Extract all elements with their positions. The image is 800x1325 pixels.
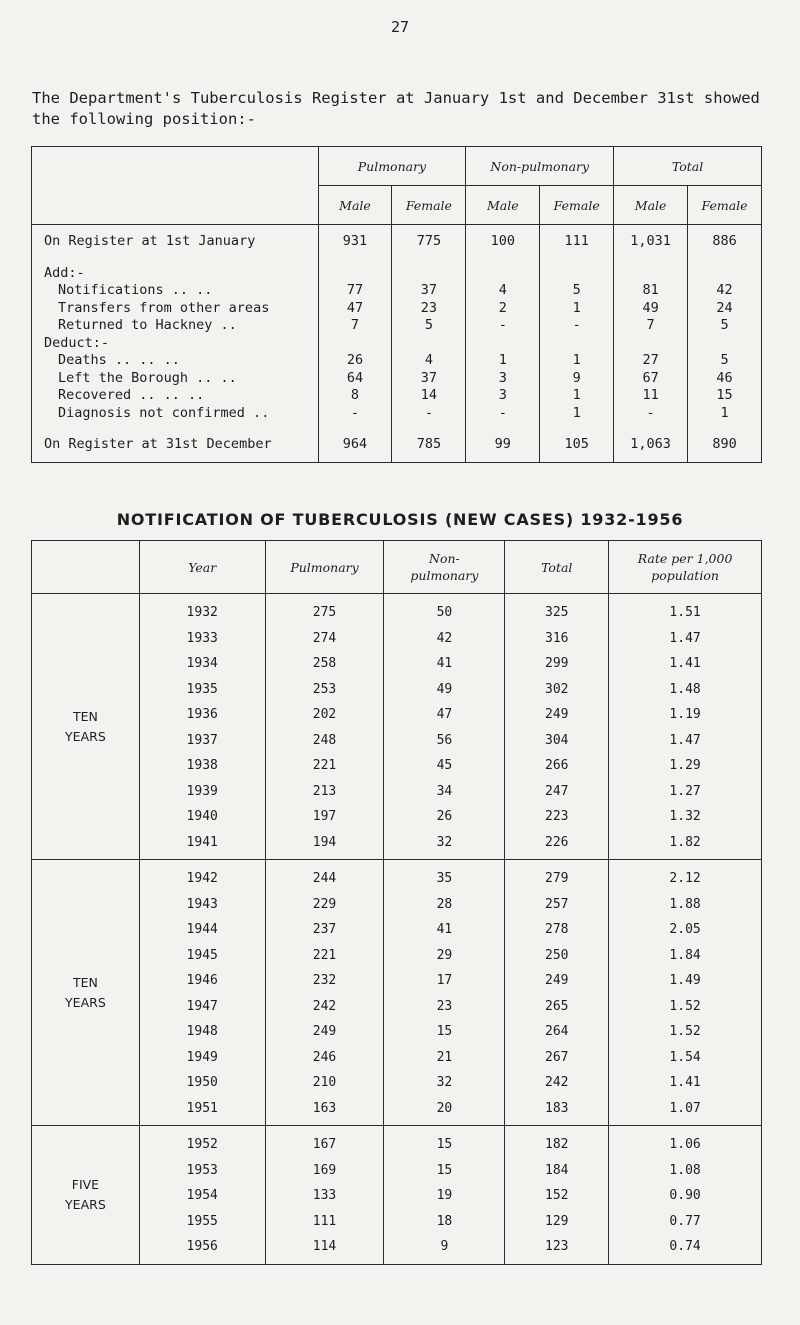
register-subheader-male: Male — [318, 186, 392, 225]
period-label-line: TEN — [72, 974, 98, 990]
register-cell: 100 — [490, 233, 515, 249]
register-cell: 4 — [424, 352, 433, 368]
year-cell: 1933 — [186, 630, 218, 646]
value-cell: 1.49 — [669, 973, 701, 988]
value-cell: 194 — [312, 834, 337, 850]
register-cell: - — [350, 404, 360, 421]
value-cell: 223 — [545, 809, 569, 824]
value-cell: 15 — [436, 1137, 453, 1152]
register-label: Add:- — [44, 264, 85, 281]
value-cell: 1.06 — [669, 1137, 701, 1152]
value-cell: 299 — [545, 656, 569, 671]
register-cell: 5 — [720, 352, 729, 368]
register-cell — [466, 251, 539, 265]
register-cell — [392, 422, 465, 436]
value-cell: 197 — [312, 809, 337, 824]
value-cell: 0.90 — [669, 1188, 701, 1203]
value-cell: 1.82 — [669, 834, 701, 850]
register-cell: 1 — [720, 404, 729, 421]
register-cell: 931 — [342, 233, 368, 249]
register-cell: 785 — [416, 436, 442, 452]
value-cell: 23 — [436, 998, 453, 1014]
register-cell — [688, 251, 761, 265]
value-cell: 226 — [545, 834, 569, 850]
notification-header-non-pulmonary — [384, 541, 505, 594]
register-cell: 15 — [716, 387, 733, 403]
register-column-non-pulmonary-female — [540, 225, 614, 463]
value-cell: 41 — [436, 922, 453, 937]
period-label — [32, 1126, 140, 1265]
value-cell: 221 — [312, 758, 337, 773]
register-cell: 890 — [712, 436, 737, 452]
register-cell: 42 — [716, 282, 733, 298]
register-label: Notifications .. .. — [58, 282, 213, 298]
column-non-pulmonary — [384, 1126, 505, 1265]
register-cell: 99 — [494, 436, 511, 452]
period-label-line: TEN — [72, 708, 98, 724]
notification-group-row — [32, 594, 762, 860]
register-cell: 1 — [572, 387, 581, 403]
register-subheader-female: Female — [540, 186, 614, 225]
value-cell: 29 — [436, 947, 453, 963]
year-cell: 1944 — [186, 922, 218, 937]
year-cell: 1951 — [186, 1100, 218, 1116]
value-cell: 32 — [436, 834, 453, 850]
register-cell: 24 — [716, 299, 733, 316]
value-cell: 1.27 — [669, 783, 701, 799]
value-cell: 242 — [312, 998, 337, 1014]
value-cell: 15 — [436, 1162, 453, 1178]
value-cell: 19 — [436, 1188, 453, 1203]
value-cell: 253 — [312, 681, 337, 697]
value-cell: 167 — [312, 1137, 337, 1152]
register-cell: 1 — [572, 404, 581, 421]
page-number: 27 — [390, 18, 410, 36]
register-cell: 8 — [350, 387, 360, 403]
register-table — [31, 146, 762, 463]
value-cell: 45 — [436, 758, 453, 773]
column-total — [505, 860, 609, 1126]
value-cell: 26 — [436, 809, 453, 824]
column-total — [505, 1126, 609, 1265]
value-cell: 133 — [312, 1188, 337, 1203]
notification-table — [31, 540, 762, 1265]
register-cell — [614, 422, 687, 436]
value-cell: 123 — [545, 1239, 569, 1254]
value-cell: 1.54 — [669, 1049, 701, 1065]
value-cell: 152 — [545, 1188, 569, 1203]
register-column-pulmonary-male — [318, 225, 392, 463]
register-label: On Register at 1st January — [44, 233, 256, 249]
year-cell: 1934 — [186, 656, 218, 671]
column-rate — [609, 594, 762, 860]
column-total — [505, 594, 609, 860]
year-cell: 1947 — [186, 998, 218, 1014]
period-label — [32, 594, 140, 860]
register-cell — [614, 335, 687, 353]
period-label-line: YEARS — [65, 728, 106, 744]
register-cell — [540, 422, 613, 436]
value-cell: 248 — [312, 732, 337, 748]
header-line: population — [651, 568, 719, 583]
register-cell — [688, 335, 761, 353]
register-cell: - — [646, 404, 655, 421]
year-cell: 1938 — [186, 758, 218, 773]
register-cell — [688, 265, 761, 283]
notification-corner-cell — [32, 541, 140, 594]
value-cell: 15 — [436, 1024, 453, 1039]
register-column-non-pulmonary-male — [466, 225, 540, 463]
value-cell: 1.08 — [669, 1162, 701, 1178]
year-cell: 1950 — [186, 1075, 218, 1090]
column-years — [139, 860, 265, 1126]
register-header-total: Total — [614, 147, 762, 186]
value-cell: 302 — [545, 681, 569, 697]
register-cell: 77 — [346, 282, 364, 298]
register-cell: 37 — [420, 282, 438, 298]
column-pulmonary — [265, 594, 384, 860]
notification-body — [32, 594, 762, 1265]
notification-header-pulmonary: Pulmonary — [265, 541, 384, 594]
year-cell: 1946 — [186, 973, 218, 988]
register-cell — [319, 422, 392, 436]
register-cell — [392, 251, 465, 265]
register-label: Left the Borough .. .. — [58, 369, 237, 386]
register-label: Diagnosis not confirmed .. — [58, 404, 270, 421]
register-cell: 49 — [642, 299, 659, 316]
value-cell: 1.19 — [669, 707, 701, 722]
column-pulmonary — [265, 1126, 384, 1265]
value-cell: 265 — [545, 998, 569, 1014]
register-cell — [392, 335, 465, 353]
register-subheader-male: Male — [614, 186, 688, 225]
value-cell: 250 — [545, 947, 569, 963]
year-cell: 1939 — [186, 783, 218, 799]
register-cell: 1,031 — [630, 233, 671, 249]
register-cell: 105 — [564, 436, 589, 452]
value-cell: 129 — [545, 1213, 569, 1229]
register-row-labels — [32, 225, 319, 463]
register-cell: - — [498, 404, 507, 421]
value-cell: 32 — [436, 1075, 453, 1090]
register-cell: 2 — [498, 299, 507, 316]
value-cell: 237 — [312, 922, 337, 937]
value-cell: 35 — [436, 871, 453, 886]
value-cell: 1.88 — [669, 896, 701, 912]
register-cell: 81 — [642, 282, 659, 298]
value-cell: 229 — [312, 896, 337, 912]
year-cell: 1949 — [186, 1049, 218, 1065]
value-cell: 17 — [436, 973, 453, 988]
value-cell: 266 — [545, 758, 569, 773]
register-cell — [540, 265, 613, 283]
value-cell: 1.47 — [669, 630, 701, 646]
value-cell: 111 — [312, 1213, 337, 1229]
register-header-pulmonary: Pulmonary — [318, 147, 466, 186]
register-cell: 64 — [346, 369, 364, 386]
register-cell — [614, 265, 687, 283]
value-cell: 249 — [545, 707, 569, 722]
value-cell: 278 — [545, 922, 569, 937]
register-cell: 1 — [572, 352, 581, 368]
notification-group-row — [32, 1126, 762, 1265]
register-cell: 7 — [646, 317, 655, 333]
notification-header-row — [32, 541, 762, 594]
intro-paragraph: The Department's Tuberculosis Register at January 1st and December 31st showed the following position:- — [32, 89, 760, 128]
value-cell: 184 — [545, 1162, 569, 1178]
register-subheader-female: Female — [392, 186, 466, 225]
register-body-row — [32, 225, 762, 463]
register-cell: - — [424, 404, 433, 421]
value-cell: 169 — [312, 1162, 337, 1178]
value-cell: 210 — [312, 1075, 337, 1090]
value-cell: 1.29 — [669, 758, 701, 773]
column-non-pulmonary — [384, 860, 505, 1126]
value-cell: 221 — [312, 947, 337, 963]
value-cell: 56 — [436, 732, 453, 748]
register-cell: 5 — [424, 317, 433, 333]
value-cell: 1.41 — [669, 656, 701, 671]
value-cell: 21 — [436, 1049, 453, 1065]
register-cell: 775 — [416, 233, 442, 249]
value-cell: 247 — [545, 783, 569, 799]
header-line: Non- — [429, 551, 460, 566]
register-cell: 1 — [498, 352, 507, 368]
register-cell: 5 — [572, 282, 581, 298]
value-cell: 114 — [312, 1239, 337, 1254]
value-cell: 249 — [545, 973, 569, 988]
value-cell: 202 — [312, 707, 337, 722]
value-cell: 325 — [545, 605, 569, 620]
year-cell: 1955 — [186, 1213, 218, 1229]
value-cell: 28 — [436, 896, 453, 912]
year-cell: 1954 — [186, 1188, 218, 1203]
column-rate — [609, 860, 762, 1126]
register-cell: 26 — [346, 352, 364, 368]
value-cell: 49 — [436, 681, 453, 697]
period-label-line: YEARS — [65, 1196, 106, 1212]
register-label: Deaths .. .. .. — [58, 352, 180, 368]
register-cell — [466, 422, 539, 436]
notification-header-rate — [609, 541, 762, 594]
value-cell: 279 — [545, 871, 569, 886]
register-cell — [614, 251, 687, 265]
header-line: pulmonary — [410, 568, 479, 583]
value-cell: 0.77 — [669, 1213, 701, 1229]
value-cell: 1.47 — [669, 732, 701, 748]
value-cell: 274 — [312, 630, 337, 646]
year-cell: 1948 — [186, 1024, 218, 1039]
value-cell: 1.52 — [669, 998, 701, 1014]
register-header-non-pulmonary: Non-pulmonary — [466, 147, 614, 186]
period-label — [32, 860, 140, 1126]
register-cell: 47 — [346, 299, 364, 316]
register-cell: 886 — [712, 233, 737, 249]
register-label: On Register at 31st December — [44, 436, 272, 452]
register-cell: 1,063 — [630, 436, 671, 452]
register-cell: 14 — [420, 387, 438, 403]
value-cell: 275 — [312, 605, 337, 620]
value-cell: 232 — [312, 973, 337, 988]
value-cell: 304 — [545, 732, 569, 748]
period-label-line: YEARS — [65, 994, 106, 1010]
register-corner-cell — [32, 147, 319, 225]
register-cell: 67 — [642, 369, 659, 386]
column-years — [139, 594, 265, 860]
register-cell: - — [572, 317, 581, 333]
register-label: Transfers from other areas — [58, 299, 270, 316]
year-cell: 1941 — [186, 834, 218, 850]
year-cell: 1932 — [186, 605, 218, 620]
year-cell: 1945 — [186, 947, 218, 963]
register-column-total-male — [614, 225, 688, 463]
register-cell — [319, 335, 392, 353]
value-cell: 249 — [312, 1024, 337, 1039]
year-cell: 1940 — [186, 809, 218, 824]
register-cell: 9 — [572, 369, 581, 386]
value-cell: 18 — [436, 1213, 453, 1229]
register-label: Deduct:- — [44, 334, 110, 351]
register-label: Recovered .. .. .. — [58, 387, 205, 403]
register-cell — [540, 251, 613, 265]
column-years — [139, 1126, 265, 1265]
register-cell: 37 — [420, 369, 438, 386]
value-cell: 1.32 — [669, 809, 701, 824]
register-cell: - — [498, 317, 507, 333]
year-cell: 1936 — [186, 707, 218, 722]
register-cell — [466, 335, 539, 353]
value-cell: 50 — [436, 605, 453, 620]
register-cell: 23 — [420, 299, 438, 316]
year-cell: 1956 — [186, 1239, 218, 1254]
register-cell — [540, 335, 613, 353]
year-cell: 1937 — [186, 732, 218, 748]
header-line: Rate per 1,000 — [637, 551, 733, 566]
register-cell: 5 — [720, 317, 729, 333]
value-cell: 213 — [312, 783, 337, 799]
column-pulmonary — [265, 860, 384, 1126]
value-cell: 244 — [312, 871, 337, 886]
register-subheader-female: Female — [688, 186, 762, 225]
year-cell: 1952 — [186, 1137, 218, 1152]
register-cell: 27 — [642, 352, 659, 368]
register-cell: 7 — [350, 317, 360, 333]
year-cell: 1953 — [186, 1162, 218, 1178]
register-subheader-male: Male — [466, 186, 540, 225]
period-label-line: FIVE — [71, 1176, 100, 1192]
register-label: Returned to Hackney .. — [58, 317, 237, 333]
value-cell: 163 — [312, 1100, 337, 1116]
register-column-pulmonary-female — [392, 225, 466, 463]
value-cell: 257 — [545, 896, 569, 912]
register-cell: 4 — [498, 282, 507, 298]
register-cell: 964 — [342, 436, 368, 452]
value-cell: 1.41 — [669, 1075, 701, 1090]
register-column-total-female — [688, 225, 762, 463]
value-cell: 1.52 — [669, 1024, 701, 1039]
register-cell — [466, 265, 539, 283]
notification-group-row — [32, 860, 762, 1126]
register-cell: 111 — [564, 233, 589, 249]
notification-title: NOTIFICATION OF TUBERCULOSIS (NEW CASES) 1932-1956 — [116, 510, 684, 529]
register-cell — [319, 251, 392, 265]
register-cell: 3 — [498, 387, 507, 403]
notification-header-total: Total — [505, 541, 609, 594]
value-cell: 183 — [545, 1100, 569, 1116]
value-cell: 1.48 — [669, 681, 701, 697]
value-cell: 242 — [545, 1075, 569, 1090]
column-rate — [609, 1126, 762, 1265]
value-cell: 2.12 — [669, 871, 701, 886]
year-cell: 1942 — [186, 871, 218, 886]
value-cell: 34 — [436, 783, 453, 799]
value-cell: 264 — [545, 1024, 569, 1039]
value-cell: 47 — [436, 707, 453, 722]
value-cell: 258 — [312, 656, 337, 671]
value-cell: 267 — [545, 1049, 569, 1065]
register-cell — [392, 265, 465, 283]
value-cell: 9 — [440, 1239, 449, 1254]
value-cell: 0.74 — [669, 1239, 701, 1254]
value-cell: 1.51 — [669, 605, 701, 620]
value-cell: 1.07 — [669, 1100, 701, 1116]
column-non-pulmonary — [384, 594, 505, 860]
register-cell: 46 — [716, 369, 733, 386]
value-cell: 1.84 — [669, 947, 701, 963]
value-cell: 2.05 — [669, 922, 701, 937]
register-cell: 3 — [498, 369, 507, 386]
value-cell: 20 — [436, 1100, 453, 1116]
register-cell: 11 — [642, 387, 659, 403]
register-cell — [688, 422, 761, 436]
value-cell: 316 — [545, 630, 569, 646]
year-cell: 1935 — [186, 681, 218, 697]
value-cell: 41 — [436, 656, 453, 671]
value-cell: 42 — [436, 630, 453, 646]
register-cell — [319, 265, 392, 283]
year-cell: 1943 — [186, 896, 218, 912]
register-cell: 1 — [572, 299, 581, 316]
value-cell: 246 — [312, 1049, 337, 1065]
value-cell: 182 — [545, 1137, 569, 1152]
register-group-header-row — [32, 147, 762, 186]
notification-header-year: Year — [139, 541, 265, 594]
